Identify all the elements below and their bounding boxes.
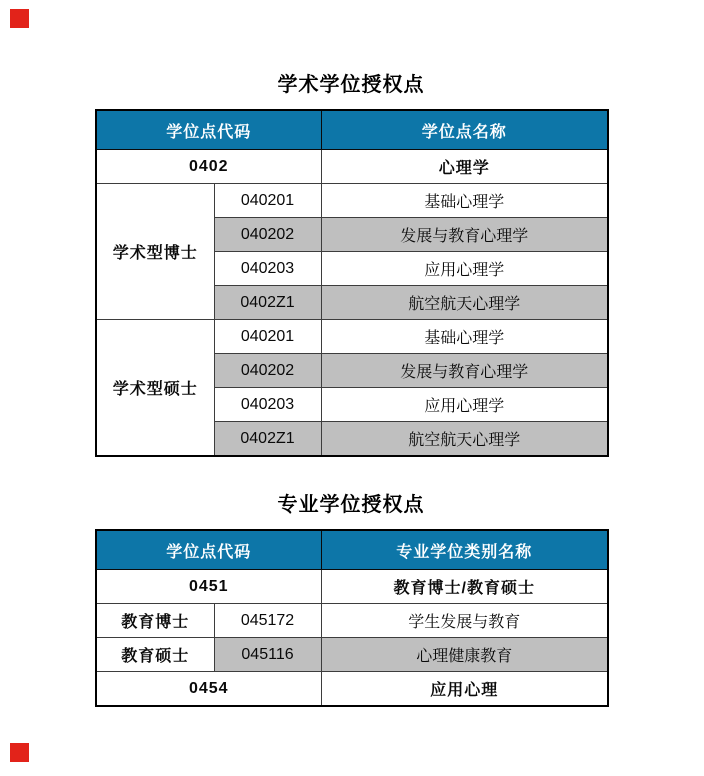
parent-code-cell: 0454 (96, 672, 321, 707)
code-cell: 040202 (214, 354, 321, 388)
professional-table-title: 专业学位授权点 (277, 494, 425, 516)
name-cell: 航空航天心理学 (321, 422, 608, 457)
code-cell: 040203 (214, 388, 321, 422)
code-cell: 0402Z1 (214, 286, 321, 320)
header-category-name: 专业学位类别名称 (321, 530, 608, 570)
code-cell: 045172 (214, 604, 321, 638)
parent-code-cell: 0451 (96, 570, 321, 604)
table-row (96, 604, 608, 638)
code-cell: 040202 (214, 218, 321, 252)
parent-code-cell: 0402 (96, 150, 321, 184)
degree-type-cell-edm: 教育硕士 (96, 638, 214, 672)
red-square-marker-top-left (10, 9, 29, 28)
academic-header-row (96, 110, 608, 150)
code-cell: 0402Z1 (214, 422, 321, 457)
name-cell: 学生发展与教育 (321, 604, 608, 638)
professional-degree-table (95, 529, 609, 707)
name-cell: 基础心理学 (321, 320, 608, 354)
code-cell: 040201 (214, 320, 321, 354)
name-cell: 应用心理学 (321, 252, 608, 286)
name-cell: 应用心理学 (321, 388, 608, 422)
name-cell: 航空航天心理学 (321, 286, 608, 320)
degree-type-cell-edd: 教育博士 (96, 604, 214, 638)
table-row (96, 638, 608, 672)
red-square-marker-bottom-left (10, 743, 29, 762)
parent-name-cell: 教育博士/教育硕士 (321, 570, 608, 604)
name-cell: 心理健康教育 (321, 638, 608, 672)
table-row (96, 672, 608, 707)
degree-type-cell-doctoral: 学术型博士 (96, 184, 214, 320)
table-row (96, 570, 608, 604)
header-degree-code: 学位点代码 (96, 530, 321, 570)
table-row (96, 184, 608, 218)
academic-table-title: 学术学位授权点 (277, 74, 425, 96)
name-cell: 基础心理学 (321, 184, 608, 218)
name-cell: 发展与教育心理学 (321, 354, 608, 388)
header-degree-code: 学位点代码 (96, 110, 321, 150)
code-cell: 040201 (214, 184, 321, 218)
professional-header-row (96, 530, 608, 570)
parent-name-cell: 应用心理 (321, 672, 608, 707)
degree-type-cell-master: 学术型硕士 (96, 320, 214, 457)
code-cell: 040203 (214, 252, 321, 286)
header-degree-name: 学位点名称 (321, 110, 608, 150)
name-cell: 发展与教育心理学 (321, 218, 608, 252)
parent-name-cell: 心理学 (321, 150, 608, 184)
table-row (96, 320, 608, 354)
code-cell: 045116 (214, 638, 321, 672)
academic-degree-table (95, 109, 609, 457)
table-row (96, 150, 608, 184)
